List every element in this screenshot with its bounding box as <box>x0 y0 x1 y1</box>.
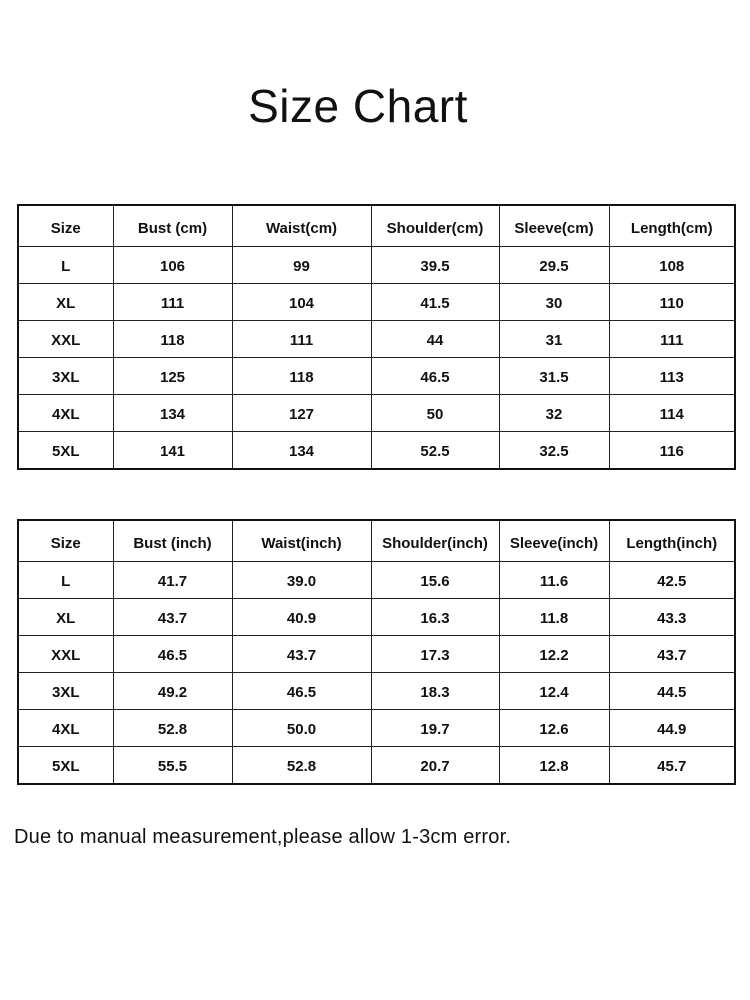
cell-size: 5XL <box>18 432 113 470</box>
cell-sleeve: 12.6 <box>499 710 609 747</box>
cell-bust: 55.5 <box>113 747 232 785</box>
cell-waist: 52.8 <box>232 747 371 785</box>
cell-size: L <box>18 247 113 284</box>
size-table-cm <box>17 204 736 470</box>
cell-waist: 104 <box>232 284 371 321</box>
cell-sleeve: 12.2 <box>499 636 609 673</box>
cell-length: 44.5 <box>609 673 735 710</box>
cell-bust: 46.5 <box>113 636 232 673</box>
cell-waist: 43.7 <box>232 636 371 673</box>
cell-sleeve: 11.8 <box>499 599 609 636</box>
cell-shoulder: 20.7 <box>371 747 499 785</box>
cell-sleeve: 32 <box>499 395 609 432</box>
cell-shoulder: 15.6 <box>371 562 499 599</box>
cell-sleeve: 30 <box>499 284 609 321</box>
header-waist: Waist(cm) <box>232 205 371 247</box>
cell-bust: 125 <box>113 358 232 395</box>
cell-bust: 111 <box>113 284 232 321</box>
cell-waist: 40.9 <box>232 599 371 636</box>
table-row <box>18 358 735 395</box>
cell-shoulder: 46.5 <box>371 358 499 395</box>
table-row <box>18 321 735 358</box>
header-bust: Bust (inch) <box>113 520 232 562</box>
cell-length: 111 <box>609 321 735 358</box>
header-length: Length(cm) <box>609 205 735 247</box>
cell-length: 110 <box>609 284 735 321</box>
cell-size: XL <box>18 284 113 321</box>
cell-sleeve: 31 <box>499 321 609 358</box>
size-table-inch <box>17 519 736 785</box>
cell-sleeve: 32.5 <box>499 432 609 470</box>
table-row <box>18 599 735 636</box>
cell-bust: 118 <box>113 321 232 358</box>
table-header-row <box>18 205 735 247</box>
cell-bust: 43.7 <box>113 599 232 636</box>
cell-length: 43.3 <box>609 599 735 636</box>
cell-bust: 106 <box>113 247 232 284</box>
cell-shoulder: 52.5 <box>371 432 499 470</box>
cell-length: 113 <box>609 358 735 395</box>
cell-shoulder: 50 <box>371 395 499 432</box>
cell-size: XXL <box>18 321 113 358</box>
table-row <box>18 284 735 321</box>
cell-size: 4XL <box>18 710 113 747</box>
table-row <box>18 747 735 785</box>
cell-length: 42.5 <box>609 562 735 599</box>
header-size: Size <box>18 205 113 247</box>
cell-sleeve: 12.8 <box>499 747 609 785</box>
cell-size: 3XL <box>18 673 113 710</box>
page-title: Size Chart <box>248 80 468 132</box>
cell-waist: 46.5 <box>232 673 371 710</box>
cell-length: 108 <box>609 247 735 284</box>
cell-length: 45.7 <box>609 747 735 785</box>
cell-waist: 99 <box>232 247 371 284</box>
table-row <box>18 673 735 710</box>
header-bust: Bust (cm) <box>113 205 232 247</box>
measurement-note: Due to manual measurement,please allow 1-3cm error. <box>14 826 512 848</box>
cell-shoulder: 17.3 <box>371 636 499 673</box>
cell-waist: 39.0 <box>232 562 371 599</box>
cell-bust: 134 <box>113 395 232 432</box>
cell-sleeve: 12.4 <box>499 673 609 710</box>
cell-shoulder: 39.5 <box>371 247 499 284</box>
table-row <box>18 432 735 470</box>
cell-sleeve: 11.6 <box>499 562 609 599</box>
table-row <box>18 562 735 599</box>
cell-waist: 118 <box>232 358 371 395</box>
table-row <box>18 636 735 673</box>
cell-size: 3XL <box>18 358 113 395</box>
cell-bust: 52.8 <box>113 710 232 747</box>
cell-size: 4XL <box>18 395 113 432</box>
header-sleeve: Sleeve(inch) <box>499 520 609 562</box>
cell-size: XL <box>18 599 113 636</box>
cell-bust: 49.2 <box>113 673 232 710</box>
cell-waist: 134 <box>232 432 371 470</box>
table-row <box>18 247 735 284</box>
cell-bust: 141 <box>113 432 232 470</box>
cell-shoulder: 16.3 <box>371 599 499 636</box>
cell-size: XXL <box>18 636 113 673</box>
header-shoulder: Shoulder(cm) <box>371 205 499 247</box>
header-shoulder: Shoulder(inch) <box>371 520 499 562</box>
cell-shoulder: 19.7 <box>371 710 499 747</box>
cell-shoulder: 44 <box>371 321 499 358</box>
cell-sleeve: 29.5 <box>499 247 609 284</box>
header-size: Size <box>18 520 113 562</box>
header-waist: Waist(inch) <box>232 520 371 562</box>
cell-shoulder: 41.5 <box>371 284 499 321</box>
cell-length: 43.7 <box>609 636 735 673</box>
cell-size: L <box>18 562 113 599</box>
table-row <box>18 710 735 747</box>
cell-sleeve: 31.5 <box>499 358 609 395</box>
cell-length: 116 <box>609 432 735 470</box>
header-length: Length(inch) <box>609 520 735 562</box>
cell-bust: 41.7 <box>113 562 232 599</box>
cell-waist: 111 <box>232 321 371 358</box>
cell-waist: 50.0 <box>232 710 371 747</box>
cell-size: 5XL <box>18 747 113 785</box>
table-header-row <box>18 520 735 562</box>
table-row <box>18 395 735 432</box>
cell-length: 114 <box>609 395 735 432</box>
cell-length: 44.9 <box>609 710 735 747</box>
cell-waist: 127 <box>232 395 371 432</box>
cell-shoulder: 18.3 <box>371 673 499 710</box>
header-sleeve: Sleeve(cm) <box>499 205 609 247</box>
